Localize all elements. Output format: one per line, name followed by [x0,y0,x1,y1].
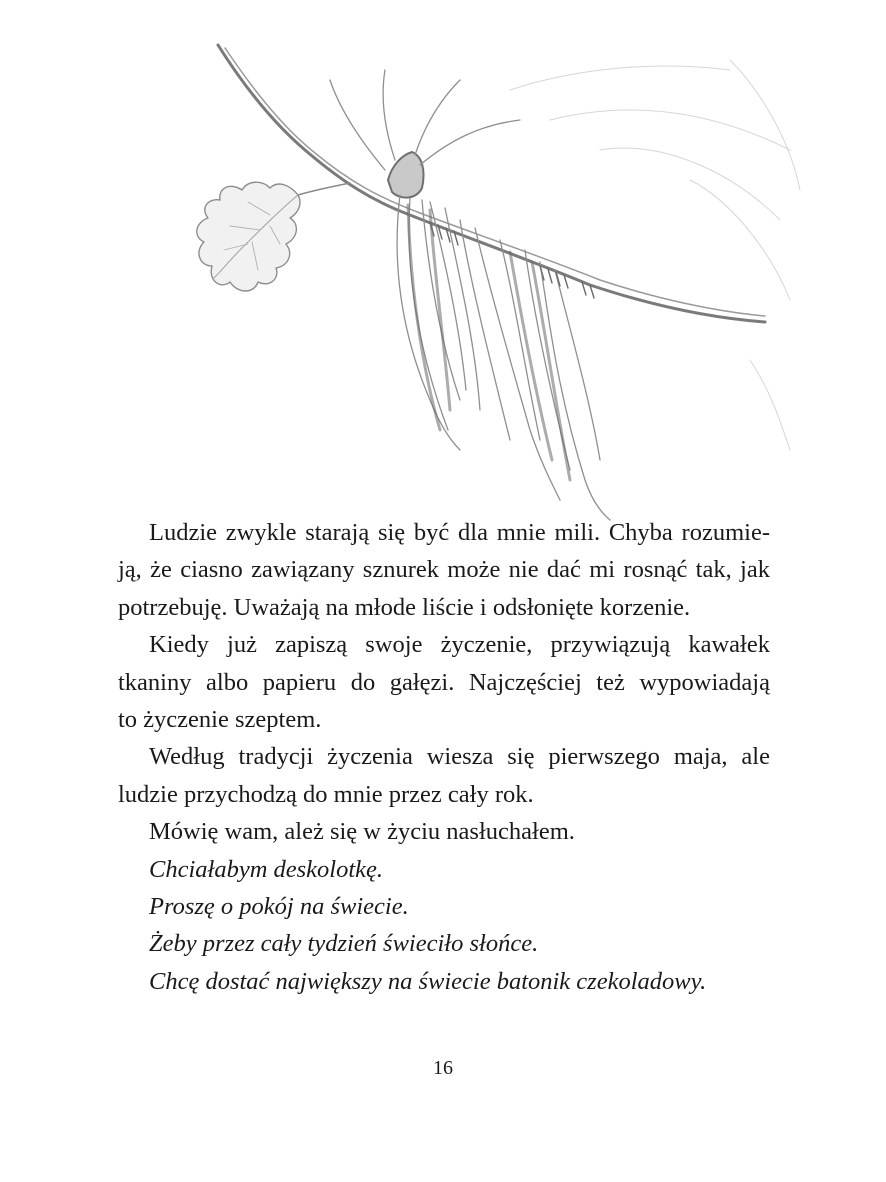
text-line: tkaniny albo papieru do gałęzi. Najczęściej też wypowiadają [118,668,770,696]
text-line: to życzenie szeptem. [118,706,322,734]
text-line: Według tradycji życzenia wiesza się pierwszego maja, ale [149,743,770,771]
paragraph-1 [118,514,770,626]
text-line: potrzebuję. Uważają na młode liście i odsłonięte korzenie. [118,593,691,621]
wish-text: Żeby przez cały tydzień świeciło słońce. [149,930,539,958]
text-line: Ludzie zwykle starają się być dla mnie mili. Chyba rozumie- [149,519,770,546]
paragraph-3 [118,738,770,813]
branch-with-ribbons-illustration [130,30,830,530]
wish-2 [118,888,770,925]
text-line: ludzie przychodzą do mnie przez cały rok. [118,780,534,808]
paragraph-4 [118,813,770,850]
body-text [118,514,770,1000]
wish-text: Proszę o pokój na świecie. [149,893,409,921]
text-line: Kiedy już zapiszą swoje życzenie, przywiązują kawałek [149,631,770,659]
text-line: ją, że ciasno zawiązany sznurek może nie dać mi rosnąć tak, jak [118,556,770,584]
wish-text: Chciałabym deskolotkę. [149,855,384,883]
wish-text: Chcę dostać największy na świecie batonik czekoladowy. [149,967,707,995]
page-number: 16 [433,1057,453,1079]
wish-1 [118,851,770,888]
paragraph-2 [118,626,770,738]
text-line: Mówię wam, ależ się w życiu nasłuchałem. [149,818,575,846]
wish-3 [118,925,770,962]
wish-4 [118,963,770,1000]
